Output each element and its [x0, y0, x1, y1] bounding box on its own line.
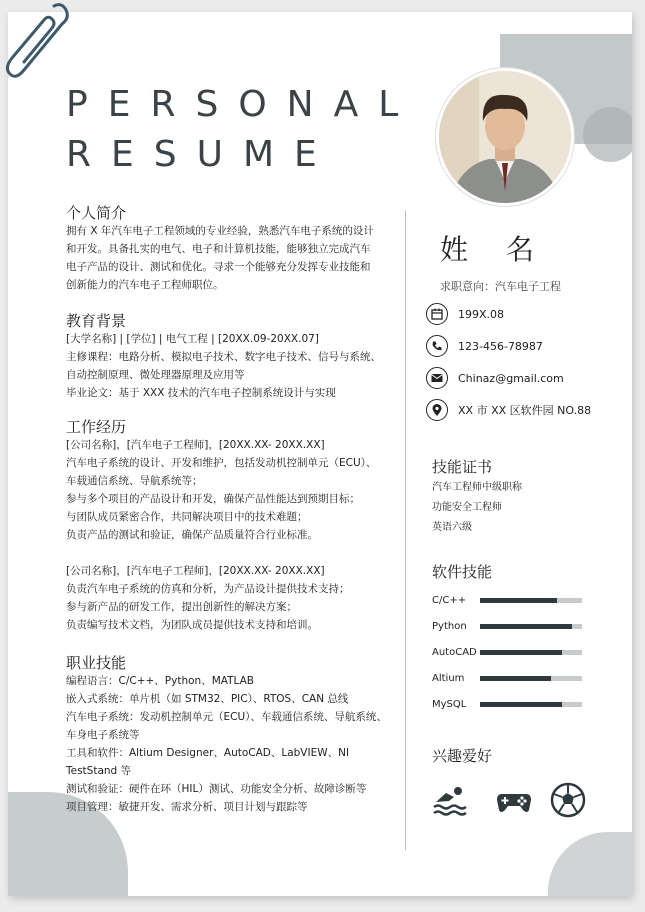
- education-heading: 教育背景: [66, 312, 127, 330]
- software-skill-row: [432, 645, 582, 659]
- resume-title: [66, 80, 418, 180]
- profile-line: 电子产品的设计、测试和优化。寻求一个能够充分发挥专业技能和: [66, 261, 371, 273]
- skills-line: 汽车电子系统：发动机控制单元（ECU）、车载通信系统、导航系统、: [66, 711, 387, 723]
- software-skill-row: [432, 671, 582, 685]
- profile-heading: 个人简介: [66, 204, 127, 222]
- contact-birthdate: [426, 302, 504, 326]
- software-skill-bar: [480, 624, 582, 629]
- software-skill-row: [432, 593, 582, 607]
- work-text: [66, 436, 396, 634]
- title-line-1: PERSONAL: [66, 84, 419, 125]
- skills-line: 项目管理：敏捷开发、需求分析、项目计划与跟踪等: [66, 801, 308, 813]
- address-text: XX 市 XX 区软件园 NO.88: [458, 404, 592, 417]
- skills-line: TestStand 等: [66, 765, 132, 777]
- software-skill-bar: [480, 702, 582, 707]
- certificate-item: 英语六级: [432, 522, 472, 533]
- software-skill-bar: [480, 650, 582, 655]
- software-skill-label: C/C++: [432, 594, 467, 606]
- software-skill-label: AutoCAD: [432, 646, 477, 658]
- paperclip-icon: [4, 0, 74, 90]
- software-heading: 软件技能: [432, 563, 493, 581]
- work-line: [66, 544, 396, 562]
- contact-address: [426, 398, 591, 422]
- skills-heading: 职业技能: [66, 654, 127, 672]
- work-line: 参与多个项目的产品设计和开发，确保产品性能达到预期目标；: [66, 493, 360, 505]
- certificates-list: [432, 478, 522, 538]
- birthdate-text: 199X.08: [458, 307, 505, 321]
- software-skill-bar-fill: [480, 702, 562, 707]
- decorative-blob: [583, 107, 632, 162]
- swimming-icon: [432, 782, 468, 818]
- education-line: 毕业论文：基于 XXX 技术的汽车电子控制系统设计与实现: [66, 387, 336, 399]
- gamepad-icon: [496, 782, 532, 818]
- certificates-heading: 技能证书: [432, 458, 493, 476]
- work-line: [公司名称]，[汽车电子工程师]，[20XX.XX- 20XX.XX]: [66, 439, 325, 451]
- hobbies-heading: 兴趣爱好: [432, 747, 493, 765]
- skills-line: 工具和软件：Altium Designer、AutoCAD、LabVIEW、NI: [66, 747, 350, 759]
- education-line: [大学名称] | [学位] | 电气工程 | [20XX.09-20XX.07]: [66, 333, 319, 345]
- candidate-name: 姓名: [440, 233, 573, 266]
- work-line: 与团队成员紧密合作，共同解决项目中的技术难题；: [66, 511, 308, 523]
- title-line-2: RESUME: [66, 134, 337, 175]
- work-line: 负责编写技术文档，为团队成员提供技术支持和培训。: [66, 619, 318, 631]
- software-skill-bar: [480, 676, 582, 681]
- skills-line: 编程语言：C/C++、Python、MATLAB: [66, 675, 255, 687]
- calendar-icon: [426, 303, 448, 325]
- software-skill-label: Altium: [432, 672, 465, 684]
- skills-line: 测试和验证：硬件在环（HIL）测试、功能安全分析、故障诊断等: [66, 783, 367, 795]
- software-skill-row: [432, 619, 582, 633]
- certificate-item: 汽车工程师中级职称: [432, 482, 522, 493]
- software-skill-bar: [480, 598, 582, 603]
- work-line: 车载通信系统、导航系统等；: [66, 475, 203, 487]
- education-line: 自动控制原理、微处理器原理及应用等: [66, 369, 245, 381]
- column-divider: [405, 210, 406, 850]
- job-intent: 求职意向：汽车电子工程: [440, 280, 561, 293]
- phone-icon: [426, 335, 448, 357]
- contact-phone: [426, 334, 543, 358]
- work-line: 汽车电子系统的设计、开发和维护，包括发动机控制单元（ECU）、: [66, 457, 377, 469]
- software-skill-bar-fill: [480, 624, 572, 629]
- decorative-blob: [548, 832, 632, 896]
- location-pin-icon: [426, 399, 448, 421]
- education-text: [66, 330, 396, 402]
- software-skill-row: [432, 697, 582, 711]
- profile-photo: [436, 68, 574, 206]
- work-line: 负责汽车电子系统的仿真和分析，为产品设计提供技术支持；: [66, 583, 350, 595]
- contact-email: [426, 366, 564, 390]
- mail-icon: [426, 367, 448, 389]
- profile-text: [66, 222, 396, 294]
- software-skill-bar-fill: [480, 676, 551, 681]
- skills-text: [66, 672, 396, 816]
- work-line: [公司名称]，[汽车电子工程师]，[20XX.XX- 20XX.XX]: [66, 565, 325, 577]
- education-line: 主修课程：电路分析、模拟电子技术、数字电子技术、信号与系统、: [66, 351, 381, 363]
- soccer-ball-icon: [550, 782, 586, 818]
- software-skill-bar-fill: [480, 598, 557, 603]
- software-skill-label: Python: [432, 620, 467, 632]
- certificate-item: 功能安全工程师: [432, 502, 502, 513]
- profile-line: 拥有 X 年汽车电子工程领域的专业经验，熟悉汽车电子系统的设计: [66, 225, 374, 237]
- profile-line: 和开发。具备扎实的电气、电子和计算机技能，能够独立完成汽车: [66, 243, 371, 255]
- profile-line: 创新能力的汽车电子工程师职位。: [66, 279, 224, 291]
- resume-page: [8, 12, 632, 896]
- software-skill-bar-fill: [480, 650, 562, 655]
- work-line: 参与新产品的研发工作，提出创新性的解决方案；: [66, 601, 297, 613]
- skills-line: 车身电子系统等: [66, 729, 140, 741]
- work-heading: 工作经历: [66, 418, 127, 436]
- software-skill-label: MySQL: [432, 698, 467, 710]
- phone-text: 123-456-78987: [458, 339, 543, 353]
- skills-line: 嵌入式系统：单片机（如 STM32、PIC）、RTOS、CAN 总线: [66, 693, 349, 705]
- email-text: Chinaz@gmail.com: [458, 371, 564, 385]
- work-line: 负责产品的测试和验证，确保产品质量符合行业标准。: [66, 529, 318, 541]
